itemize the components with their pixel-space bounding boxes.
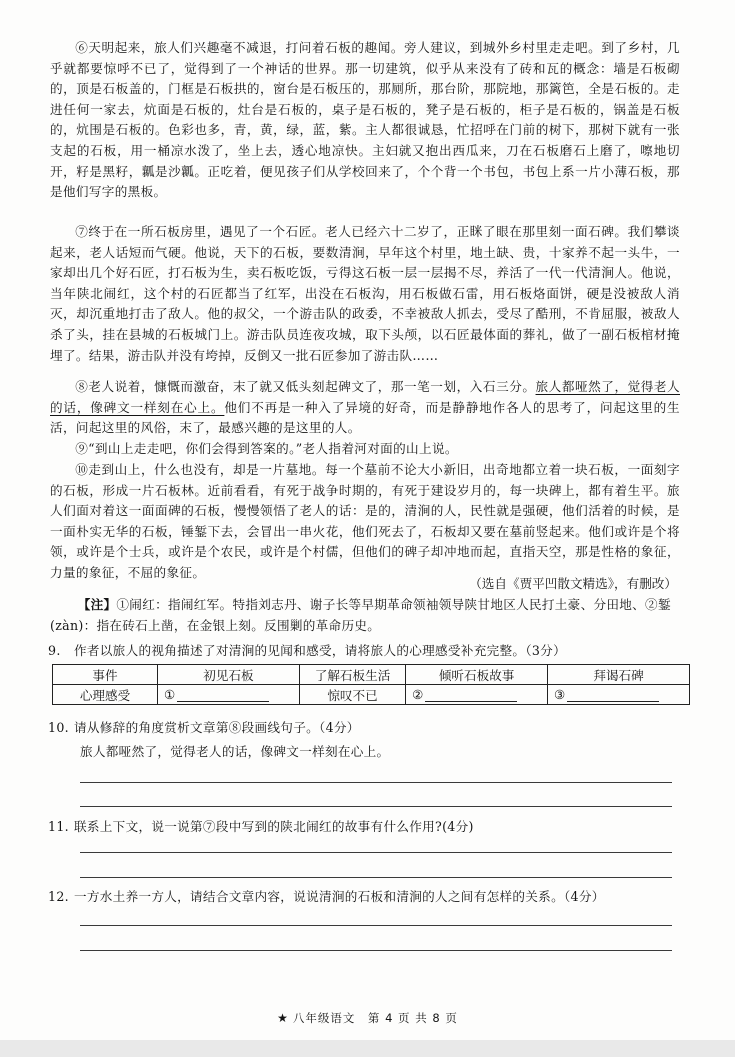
- question-text: 联系上下文，说一说第⑦段中写到的陕北闹红的故事有什么作用?(4分): [74, 819, 474, 834]
- question-10: [48, 718, 688, 738]
- question-text: 一方水土养一方人，请结合文章内容，说说清涧的石板和清涧的人之间有怎样的关系。（4分）: [74, 889, 605, 904]
- paragraph-8-rest: 他们不再是一种入了异境的好奇，而是静静地作各人的思考了，问起这里的生活，问起这里的风俗，末了，最感兴趣的是这里的人。: [50, 399, 680, 436]
- quoted-sentence: 旅人都哑然了，觉得老人的话，像碑文一样刻在心上。: [80, 744, 390, 759]
- question-text: 请从修辞的角度赏析文章第⑧段画线句子。（4分）: [74, 720, 360, 735]
- answer-line[interactable]: [80, 877, 672, 878]
- table-row: [53, 685, 690, 705]
- paragraph-9: ⑨“到山上走走吧，你们会得到答案的。”老人指着河对面的山上说。: [75, 441, 458, 456]
- star-icon: ★: [277, 1011, 289, 1025]
- table-row: [53, 665, 690, 685]
- footer-text: 八年级语文 第 4 页 共 8 页: [292, 1011, 458, 1025]
- bottom-strip: [0, 1040, 735, 1057]
- paragraph-10: ⑩走到山上，什么也没有，却是一片墓地。每一个墓前不论大小新旧，出奇地都立着一块石板，一面刻字的石板，形成一片石板林。近前看看，有死于战争时期的，有死于建设岁月的，每一块碑上，都有着生平。旅人们面对着这一面面碑的石板，慢慢领悟了老人的话：是的，清涧的人，民性就是强硬，他们活着的时候，是一面朴实无华的石板，锤錾下去，会冒出一串火花，他们死去了，石板却又要在墓前竖起来。他们或许是个将领，或许是个士兵，或许是个农民，或许是个村儒，但他们的碑子却冲地而起，直指天空，那是性格的象征，力量的象征，不屈的象征。: [50, 462, 680, 580]
- question-number: 11.: [48, 819, 69, 834]
- annotation-note: [50, 594, 685, 636]
- answer-line[interactable]: [80, 782, 672, 783]
- question-number: 10.: [48, 720, 69, 735]
- paragraph-8-text: ⑧老人说着，慷慨而激奋，末了就又低头刻起碑文了，那一笔一划，入石三分。: [75, 379, 536, 394]
- question-number: 9.: [48, 643, 61, 658]
- page-footer: [0, 1010, 735, 1026]
- answer-line[interactable]: [80, 950, 672, 951]
- question-9: [48, 641, 688, 661]
- paragraph-7: ⑦终于在一所石板房里，遇见了一个石匠。老人已经六十二岁了，正眯了眼在那里刻一面石碑。我们攀谈起来，老人话短而气硬。他说，天下的石板，要数清涧，早年这个村里，地土缺、贵，十家养不起一头牛，一家却出几个好石匠，打石板为生，卖石板吃饭，亏得这石板一层一层揭不尽，养活了一代一代清涧人。他说，当年陕北闹红，这个村的石匠都当了红军，出没在石板沟，用石板做石雷，用石板烙面饼，硬是没被敌人消灭，却沉重地打击了敌人。他的叔父，一个游击队的政委，不幸被敌人抓去，受尽了酷刑，不肯屈服，被敌人杀了头，挂在县城的石板城门上。游击队员连夜攻城，取下头颅，以石匠最体面的葬礼，做了一副石板棺材掩埋了。结果，游击队并没有垮掉，反倒又一批石匠参加了游击队……: [50, 224, 680, 363]
- answer-blank-3[interactable]: ③: [548, 685, 690, 705]
- question-12: [48, 887, 688, 907]
- source-citation: （选自《贾平凹散文精选》，有删改）: [469, 576, 677, 591]
- answer-blank-1[interactable]: ①: [158, 685, 300, 705]
- question-text: 作者以旅人的视角描述了对清涧的见闻和感受，请将旅人的心理感受补充完整。（3分）: [74, 643, 566, 658]
- question-11: [48, 817, 688, 837]
- note-text: ①闹红：指闹红军。特指刘志丹、谢子长等早期革命领袖领导陕甘地区人民打土豪、分田地、②錾(zàn)：指在砖石上凿，在金银上刻。反围剿的革命历史。: [50, 597, 671, 633]
- note-label: 【注】: [77, 597, 117, 612]
- table-cell-event: 拜谒石碑: [548, 665, 690, 685]
- underlined-sentence: 旅人都哑然了，觉得老人的话，像碑文一样刻在心上。: [50, 379, 680, 415]
- table-cell-event: 倾听石板故事: [406, 665, 548, 685]
- answer-line[interactable]: [80, 852, 672, 853]
- answer-line[interactable]: [80, 806, 672, 807]
- paragraph-6: ⑥天明起来，旅人们兴趣毫不减退，打问着石板的趣闻。旁人建议，到城外乡村里走走吧。到了乡村，几乎就都要惊呼不已了，觉得到了一个神话的世界。那一切建筑，似乎从来没有了砖和瓦的概念：墙是石板砌的，顶是石板盖的，门框是石板拱的，窗台是石板压的，那厕所，那台阶，那院地，那篱笆，全是石板的。走进任何一家去，炕面是石板的，灶台是石板的，桌子是石板的，凳子是石板的，柜子是石板的，锅盖是石板的，炕围是石板的。色彩也多，青，黄，绿，蓝，紫。主人都很诚恳，忙招呼在门前的树下，那树下就有一张支起的石板，用一桶凉水泼了，坐上去，透心地凉快。主妇就又抱出西瓜来，刀在石板磨石上磨了，嚓地切开，籽是黑籽，瓤是沙瓤。正吃着，便见孩子们从学校回来了，个个背一个书包，书包上系一片小薄石板，那是他们写字的黑板。: [50, 40, 680, 200]
- question-number: 12.: [48, 889, 69, 904]
- table-header-feeling: 心理感受: [53, 685, 158, 705]
- table-cell-event: 初见石板: [158, 665, 300, 685]
- table-cell-event: 了解石板生活: [299, 665, 405, 685]
- table-header-event: 事件: [53, 665, 158, 685]
- table-cell-feeling: 惊叹不已: [299, 685, 405, 705]
- feelings-table: [52, 664, 690, 705]
- paragraph-8: [50, 377, 680, 439]
- answer-blank-2[interactable]: ②: [406, 685, 548, 705]
- answer-line[interactable]: [80, 925, 672, 926]
